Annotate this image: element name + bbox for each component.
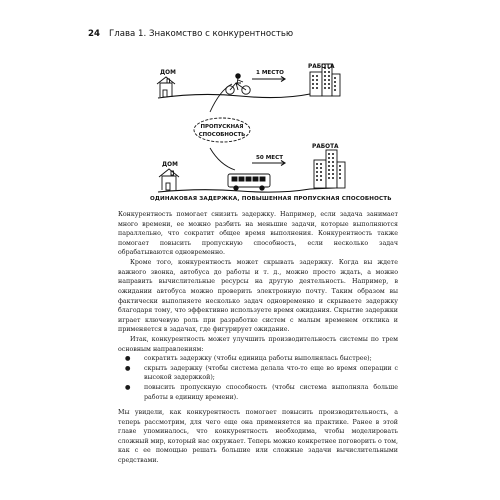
list-item-text: сократить задержку (чтобы единица работы выполнялась быстрее); [144, 355, 372, 363]
arrow-bottom [252, 161, 285, 166]
list-item [118, 383, 398, 402]
label-home-top: ДОМ [160, 70, 176, 76]
paragraph-3: Итак, конкурентность может улучшить производительность системы по трем основным направлениям: [118, 336, 398, 353]
bottom-scene [158, 150, 345, 192]
body-text [118, 210, 398, 465]
label-seats-top: 1 МЕСТО [256, 70, 284, 76]
label-home-bottom: ДОМ [162, 162, 178, 168]
figure-caption: ОДИНАКОВАЯ ЗАДЕРЖКА, ПОВЫШЕННАЯ ПРОПУСКНАЯ СПОСОБНОСТЬ [150, 196, 392, 202]
label-work-top: РАБОТА [308, 64, 335, 70]
page-header [88, 29, 293, 39]
list-item-text: повысить пропускную способность (чтобы система выполняла больше работы в единицу времени). [144, 384, 398, 401]
latency-arrow-up [210, 84, 232, 112]
throughput-bubble [194, 118, 250, 142]
bicycle-icon [226, 74, 250, 95]
paragraph-2: Кроме того, конкурентность может скрывать задержку. Когда вы ждете важного звонка, автобуса до работы и т. д., можно просто ждать, а можно направить вычислительные ресурсы на другую деятельность. Например, в ожидании автобуса можно проверить электронную почту. Таким образом вы фактически выполняете несколько задач одновременно и скрываете задержку благодаря тому, что эффективно используете время ожидания. Скрытие задержки играет ключевую роль при разработке систем с малым временем отклика и применяется в задачах, где фигурирует ожидание. [118, 259, 398, 334]
label-seats-bottom: 50 МЕСТ [256, 155, 284, 161]
bullet-list [118, 354, 398, 402]
list-item-text: скрыть задержку (чтобы система делала что-то еще во время операции с высокой задержкой); [144, 364, 398, 382]
label-throughput-1: ПРОПУСКНАЯ [200, 124, 244, 130]
road-bottom [158, 188, 335, 192]
bullet-icon: ● [125, 384, 131, 392]
bus-icon [228, 174, 270, 190]
page-number: 24 [88, 29, 100, 39]
office-bottom-icon [314, 150, 345, 188]
house-bottom-icon [159, 169, 179, 190]
chapter-title: Глава 1. Знакомство с конкурентностью [108, 29, 294, 39]
bullet-icon: ● [125, 355, 131, 363]
arrow-top [252, 77, 285, 82]
list-item [118, 354, 398, 364]
label-work-bottom: РАБОТА [312, 144, 339, 150]
bullet-icon: ● [125, 364, 131, 372]
house-top-icon [157, 77, 175, 97]
list-item [118, 364, 398, 383]
latency-arrow-down [210, 148, 235, 170]
label-throughput-2: СПОСОБНОСТЬ [198, 132, 246, 138]
latency-throughput-illustration [140, 50, 370, 210]
closing-paragraph: Мы увидели, как конкурентность помогает повысить производительность, а теперь рассмотрим, для чего еще она применяется на практике. Ранее в этой главе упоминалось, что конкурентность необходима, чтобы моделировать сложный мир, который нас окружает. Теперь можно конкретнее поговорить о том, как с ее помощью решать большие или сложные задачи вычислительными средствами. [118, 409, 398, 464]
paragraph-1: Конкурентность помогает снизить задержку. Например, если задача занимает много времени, ее можно разбить на меньшие задачи, которые выполняются параллельно, что сократит общее время выполнения. Конкурентность также помогает повысить пропускную способность, если несколько задач обрабатываются одновременно. [118, 211, 398, 257]
